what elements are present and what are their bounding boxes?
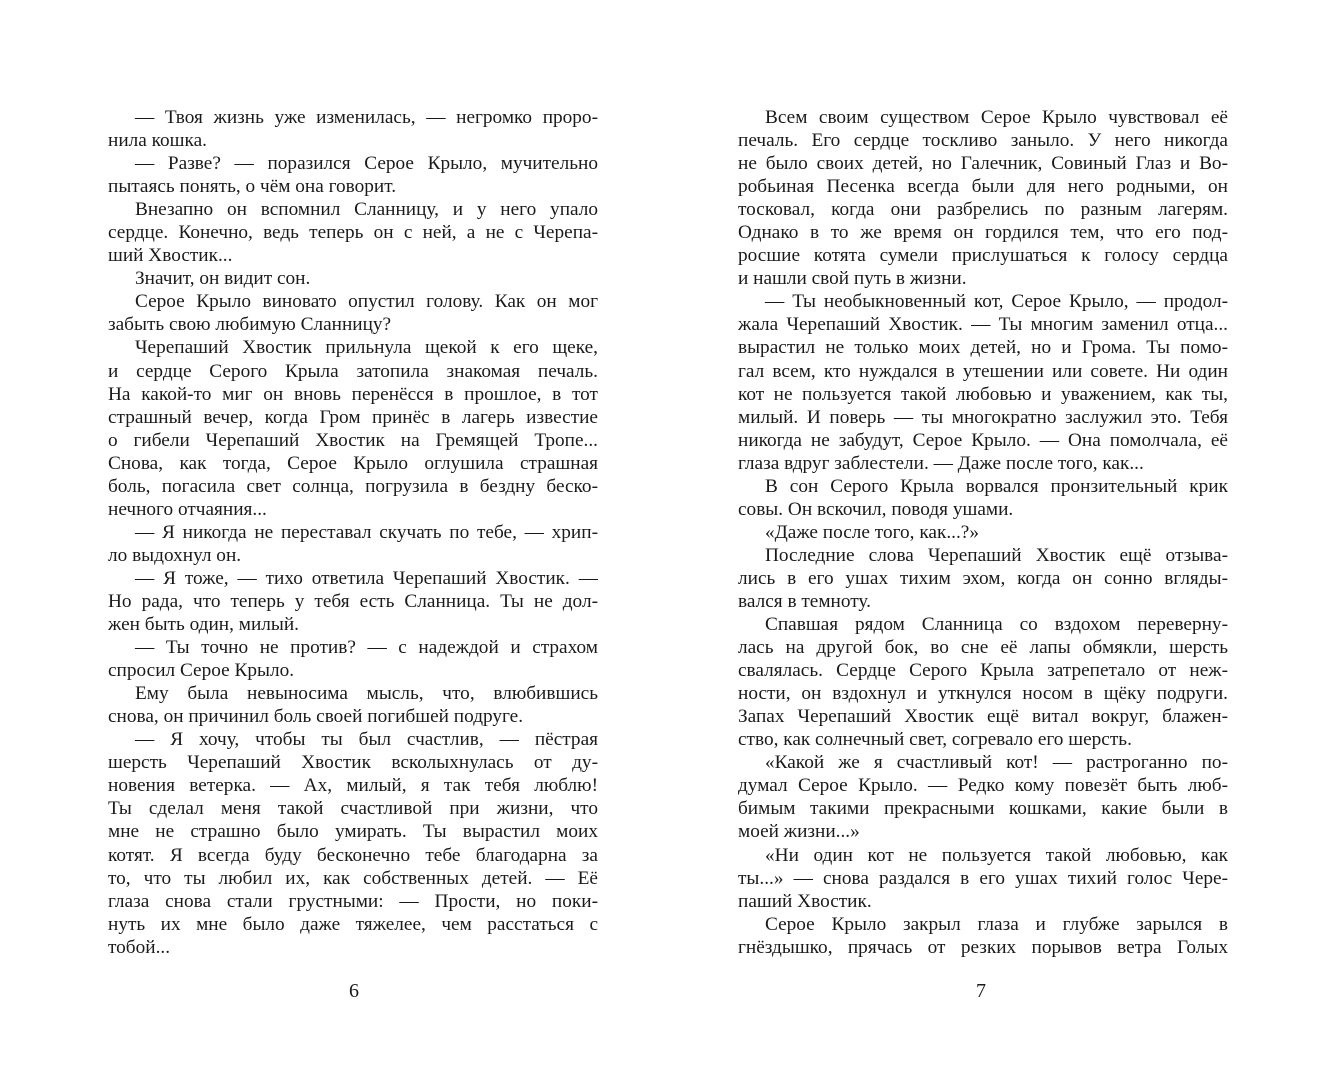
text-line: сердце. Конечно, ведь теперь он с ней, а не с Черепа- xyxy=(108,222,598,244)
text-line: спросил Серое Крыло. xyxy=(108,660,295,682)
page-number-left: 6 xyxy=(349,980,359,1002)
text-line: ты...» — снова раздался в его ушах тихий голос Чере- xyxy=(738,867,1228,889)
text-line: совы. Он вскочил, поводя ушами. xyxy=(738,498,1014,520)
text-line: страшный вечер, когда Гром принёс в лагерь известие xyxy=(108,406,598,428)
paragraph xyxy=(108,636,598,682)
text-line: глаза снова стали грустными: — Прости, но поки- xyxy=(108,890,598,912)
text-line: и сердце Серого Крыла затопила знакомая печаль. xyxy=(108,360,598,382)
text-line: Серое Крыло виновато опустил голову. Как он мог xyxy=(135,291,598,313)
text-line: котят. Я всегда буду бесконечно тебе благодарна за xyxy=(108,844,598,866)
text-line: — Ты необыкновенный кот, Серое Крыло, — продол- xyxy=(765,291,1228,313)
paragraph xyxy=(108,336,598,520)
text-line: новения ветерка. — Ах, милый, я так тебя люблю! xyxy=(108,775,598,797)
left-page-text xyxy=(108,106,598,959)
text-line: «Даже после того, как...?» xyxy=(765,521,979,543)
paragraph xyxy=(108,152,598,198)
text-line: Ты сделал меня такой счастливой при жизни, что xyxy=(108,798,598,820)
text-line: жен быть один, милый. xyxy=(108,614,299,636)
text-line: Последние слова Черепаший Хвостик ещё отзыва- xyxy=(765,544,1228,566)
text-line: Внезапно он вспомнил Сланницу, и у него упало xyxy=(135,199,598,221)
text-line: нечного отчаяния... xyxy=(108,498,267,520)
text-line: нуть их мне было даже тяжелее, чем расстаться с xyxy=(108,913,598,935)
paragraph xyxy=(738,913,1228,959)
text-line: никогда не забудут, Серое Крыло. — Она помолчала, её xyxy=(738,429,1228,451)
text-line: В сон Серого Крыла ворвался пронзительный крик xyxy=(765,475,1228,497)
paragraph xyxy=(108,728,598,958)
paragraph xyxy=(738,475,1228,521)
text-line: тосковал, когда они разбрелись по разным лагерям. xyxy=(738,199,1228,221)
text-line: Однако в то же время он гордился тем, что его под- xyxy=(738,222,1228,244)
paragraph xyxy=(108,198,598,267)
text-line: ший Хвостик... xyxy=(108,245,233,267)
text-line: бимым такими прекрасными кошками, какие были в xyxy=(738,798,1228,820)
text-line: «Ни один кот не пользуется такой любовью, как xyxy=(765,844,1228,866)
paragraph xyxy=(738,544,1228,613)
paragraph xyxy=(738,844,1228,913)
text-line: Снова, как тогда, Серое Крыло оглушила страшная xyxy=(108,452,598,474)
text-line: Серое Крыло закрыл глаза и глубже зарылся в xyxy=(765,913,1228,935)
text-line: робьиная Песенка всегда были для него родными, он xyxy=(738,176,1228,198)
text-line: свалялась. Сердце Серого Крыла затрепетало от неж- xyxy=(738,660,1228,682)
paragraph xyxy=(108,106,598,152)
text-line: паший Хвостик. xyxy=(738,890,872,912)
text-line: — Я никогда не переставал скучать по тебе, — хрип- xyxy=(135,521,598,543)
text-line: жала Черепаший Хвостик. — Ты многим заменил отца... xyxy=(738,314,1228,336)
text-line: На какой-то миг он вновь перенёсся в прошлое, в тот xyxy=(108,383,598,405)
text-line: глаза вдруг заблестели. — Даже после того, как... xyxy=(738,452,1144,474)
right-page-text xyxy=(738,106,1228,959)
paragraph xyxy=(108,290,598,336)
text-line: Спавшая рядом Сланница со вздохом переверну- xyxy=(765,614,1228,636)
text-line: Запах Черепаший Хвостик ещё витал вокруг, блажен- xyxy=(738,706,1228,728)
text-line: Значит, он видит сон. xyxy=(135,268,311,290)
text-line: лись в его ушах тихим эхом, когда он сонно вгляды- xyxy=(738,567,1228,589)
text-line: милый. И поверь — ты многократно заслужил это. Тебя xyxy=(738,406,1228,428)
text-line: вался в темноту. xyxy=(738,590,871,612)
text-line: — Я хочу, чтобы ты был счастлив, — пёстрая xyxy=(135,729,598,751)
text-line: росшие котята сумели прислушаться к голосу сердца xyxy=(738,245,1228,267)
text-line: пытаясь понять, о чём она говорит. xyxy=(108,176,397,198)
paragraph xyxy=(108,567,598,636)
text-line: не было своих детей, но Галечник, Совиный Глаз и Во- xyxy=(738,153,1228,175)
text-line: вырастил не только моих детей, но и Грома. Ты помо- xyxy=(738,337,1228,359)
paragraph xyxy=(738,106,1228,290)
paragraph xyxy=(738,751,1228,843)
paragraph xyxy=(108,682,598,728)
text-line: тобой... xyxy=(108,936,171,958)
text-line: о гибели Черепаший Хвостик на Гремящей Тропе... xyxy=(108,429,598,451)
text-line: мне не страшно было умирать. Ты вырастил моих xyxy=(108,821,598,843)
text-line: Но рада, что теперь у тебя есть Сланница. Ты не дол- xyxy=(108,590,598,612)
text-line: моей жизни...» xyxy=(738,821,860,843)
text-line: ности, он вздохнул и уткнулся носом в щёку подруги. xyxy=(738,683,1228,705)
text-line: Ему была невыносима мысль, что, влюбившись xyxy=(135,683,598,705)
text-line: боль, погасила свет солнца, погрузила в бездну беско- xyxy=(108,475,598,497)
text-line: гнёздышко, прячась от резких порывов ветра Голых xyxy=(738,936,1228,958)
paragraph xyxy=(738,290,1228,474)
text-line: — Ты точно не против? — с надеждой и страхом xyxy=(135,637,598,659)
text-line: кот не пользуется такой любовью и уважением, как ты, xyxy=(738,383,1228,405)
text-line: гал всем, кто нуждался в утешении или совете. Ни один xyxy=(738,360,1228,382)
text-line: снова, он причинил боль своей погибшей подруге. xyxy=(108,706,524,728)
text-line: — Я тоже, — тихо ответила Черепаший Хвостик. — xyxy=(135,567,598,589)
paragraph xyxy=(108,521,598,567)
paragraph xyxy=(108,267,598,290)
paragraph xyxy=(738,521,1228,544)
text-line: думал Серое Крыло. — Редко кому повезёт быть люб- xyxy=(738,775,1228,797)
text-line: шерсть Черепаший Хвостик всколыхнулась от ду- xyxy=(108,752,598,774)
text-line: печаль. Его сердце тоскливо заныло. У него никогда xyxy=(738,130,1228,152)
text-line: забыть свою любимую Сланницу? xyxy=(108,314,392,336)
text-line: «Какой же я счастливый кот! — растроганно по- xyxy=(765,752,1228,774)
text-line: ство, как солнечный свет, согревало его шерсть. xyxy=(738,729,1132,751)
text-line: то, что ты любил их, как собственных детей. — Её xyxy=(108,867,598,889)
text-line: нила кошка. xyxy=(108,130,207,152)
text-line: — Разве? — поразился Серое Крыло, мучительно xyxy=(135,153,598,175)
text-line: Всем своим существом Серое Крыло чувствовал её xyxy=(765,107,1228,128)
text-line: и нашли свой путь в жизни. xyxy=(738,268,967,290)
text-line: ло выдохнул он. xyxy=(108,544,242,566)
text-line: Черепаший Хвостик прильнула щекой к его щеке, xyxy=(135,337,598,359)
text-line: лась на другой бок, во сне её лапы обмякли, шерсть xyxy=(738,637,1228,659)
text-line: — Твоя жизнь уже изменилась, — негромко проро- xyxy=(135,107,598,128)
paragraph xyxy=(738,613,1228,751)
page-number-right: 7 xyxy=(976,980,986,1002)
